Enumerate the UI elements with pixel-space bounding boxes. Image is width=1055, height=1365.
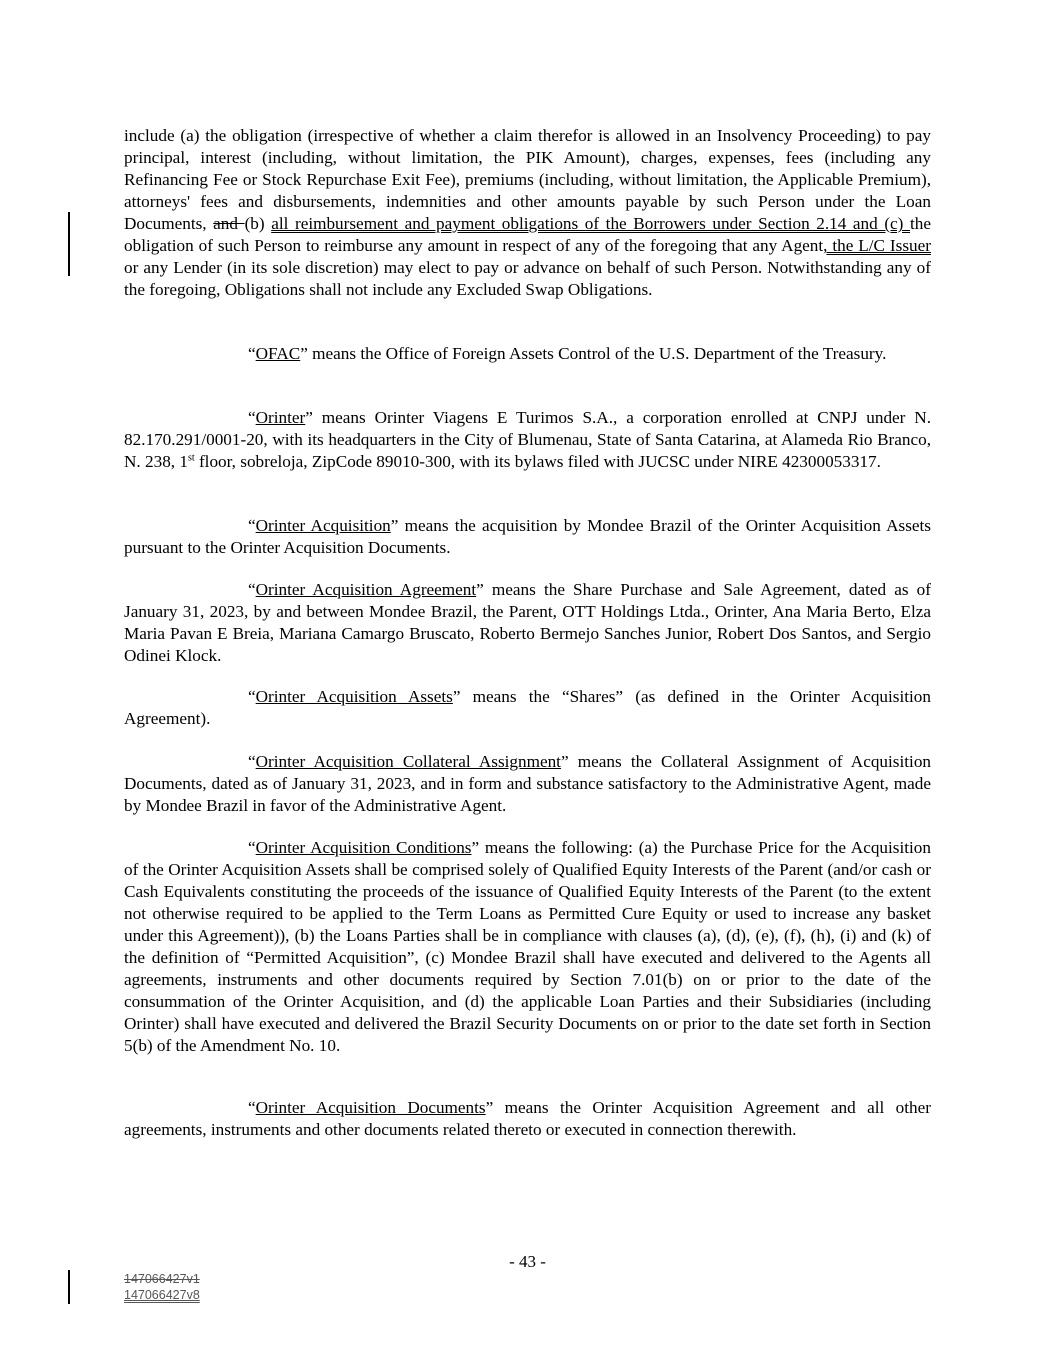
defined-term: Orinter Acquisition Agreement	[255, 580, 477, 599]
definition-ofac	[124, 343, 931, 365]
definition-orinter-acquisition-collateral-assignment	[124, 751, 931, 817]
quote-mark: “	[248, 1098, 256, 1117]
definition-orinter-acquisition-conditions	[124, 837, 931, 1057]
definition-text: means Orinter Viagens E Turimos S.A., a corporation enrolled at CNPJ under N. 82.170.291/0001-20, with its headquarters in the City of Blumenau, State of Santa Catarina, at Alameda Rio Branco, N. 238, 1	[124, 408, 931, 471]
doc-id-new: 147066427v8	[124, 1288, 200, 1302]
deleted-text: and	[213, 214, 245, 233]
definition-orinter-acquisition-assets	[124, 686, 931, 730]
change-bar	[68, 212, 70, 276]
definition-orinter-acquisition	[124, 515, 931, 559]
paragraph-text: the obligation of such Person to reimburse any amount in respect of any of the foregoing that any Agent	[124, 214, 931, 255]
quote-mark: ”	[452, 687, 461, 706]
quote-mark: “	[248, 516, 256, 535]
defined-term: Orinter Acquisition Collateral Assignment	[255, 752, 561, 771]
defined-term: Orinter Acquisition	[255, 516, 391, 535]
definition-text: means the Office of Foreign Assets Control of the U.S. Department of the Treasury.	[307, 344, 887, 363]
inserted-text: , the L/C Issuer	[823, 236, 931, 255]
obligations-paragraph	[124, 125, 931, 301]
quote-mark: “	[248, 408, 256, 427]
quote-mark: “	[248, 687, 256, 706]
defined-term: Orinter Acquisition Conditions	[255, 838, 472, 857]
quote-mark: ”	[471, 838, 480, 857]
definition-text: means the Orinter Acquisition Agreement and all other agreements, instruments and other documents related thereto or executed in connection therewith.	[124, 1098, 931, 1139]
definition-orinter	[124, 407, 931, 473]
definition-text: floor, sobreloja, ZipCode 89010-300, with its bylaws filed with JUCSC under NIRE 42300053317.	[194, 452, 881, 471]
definition-text: means the “Shares” (as defined in the Orinter Acquisition Agreement).	[124, 687, 931, 728]
quote-mark: ”	[305, 408, 313, 427]
superscript: st	[187, 452, 195, 464]
defined-term: Orinter Acquisition Documents	[255, 1098, 486, 1117]
quote-mark: “	[248, 838, 256, 857]
definition-text: means the Share Purchase and Sale Agreement, dated as of January 31, 2023, by and between Mondee Brazil, the Parent, OTT Holdings Ltda., Orinter, Ana Maria Berto, Elza Maria Pavan E Breia, Mariana Camargo Bruscato, Roberto Bermejo Sanches Junior, Robert Dos Santos, and Sergio Odinei Klock.	[124, 580, 931, 665]
quote-mark: “	[248, 344, 256, 363]
definition-orinter-acquisition-agreement	[124, 579, 931, 667]
quote-mark: ”	[390, 516, 399, 535]
change-bar	[68, 1270, 70, 1304]
quote-mark: “	[248, 752, 256, 771]
page-number: - 43 -	[509, 1252, 546, 1271]
paragraph-text: (b)	[244, 214, 272, 233]
defined-term: OFAC	[255, 344, 301, 363]
quote-mark: “	[248, 580, 256, 599]
quote-mark: ”	[300, 344, 308, 363]
paragraph-text: include (a) the obligation (irrespective of whether a claim therefor is allowed in an Insolvency Proceeding) to pay principal, interest (including, without limitation, the PIK Amount), charges, expenses, fees (including any Refinancing Fee or Stock Repurchase Exit Fee), premiums (including, without limitation, the Applicable Premium), attorneys' fees and disbursements, indemnities and other amounts payable by such Person under the Loan Documents,	[124, 126, 931, 233]
quote-mark: ”	[485, 1098, 494, 1117]
definition-text: means the acquisition by Mondee Brazil of the Orinter Acquisition Assets pursuant to the Orinter Acquisition Documents.	[124, 516, 931, 557]
definition-text: means the following: (a) the Purchase Price for the Acquisition of the Orinter Acquisition Assets shall be comprised solely of Qualified Equity Interests of the Parent (and/or cash or Cash Equivalents constituting the proceeds of the issuance of Qualified Equity Interests of the Parent (to the extent not otherwise required to be applied to the Term Loans as Permitted Cure Equity or used to increase any basket under this Agreement)), (b) the Loans Parties shall be in compliance with clauses (a), (d), (e), (f), (h), (i) and (k) of the definition of “Permitted Acquisition”, (c) Mondee Brazil shall have executed and delivered to the Agents all agreements, instruments and other documents required by Section 7.01(b) on or prior to the date of the consummation of the Orinter Acquisition, and (d) the applicable Loan Parties and their Subsidiaries (including Orinter) shall have executed and delivered the Brazil Security Documents on or prior to the date set forth in Section 5(b) of the Amendment No. 10.	[124, 838, 931, 1055]
defined-term: Orinter Acquisition Assets	[255, 687, 453, 706]
definition-orinter-acquisition-documents	[124, 1097, 931, 1141]
paragraph-text: or any Lender (in its sole discretion) may elect to pay or advance on behalf of such Person. Notwithstanding any of the foregoing, Obligations shall not include any Excluded Swap Obligations.	[124, 258, 931, 299]
definition-text: means the Collateral Assignment of Acquisition Documents, dated as of January 31, 2023, and in form and substance satisfactory to the Administrative Agent, made by Mondee Brazil in favor of the Administrative Agent.	[124, 752, 932, 815]
doc-id-old: 147066427v1	[124, 1272, 200, 1286]
quote-mark: ”	[476, 580, 484, 599]
quote-mark: ”	[560, 752, 569, 771]
defined-term: Orinter	[255, 408, 306, 427]
inserted-text: all reimbursement and payment obligations of the Borrowers under Section 2.14 and (c)	[271, 214, 910, 233]
